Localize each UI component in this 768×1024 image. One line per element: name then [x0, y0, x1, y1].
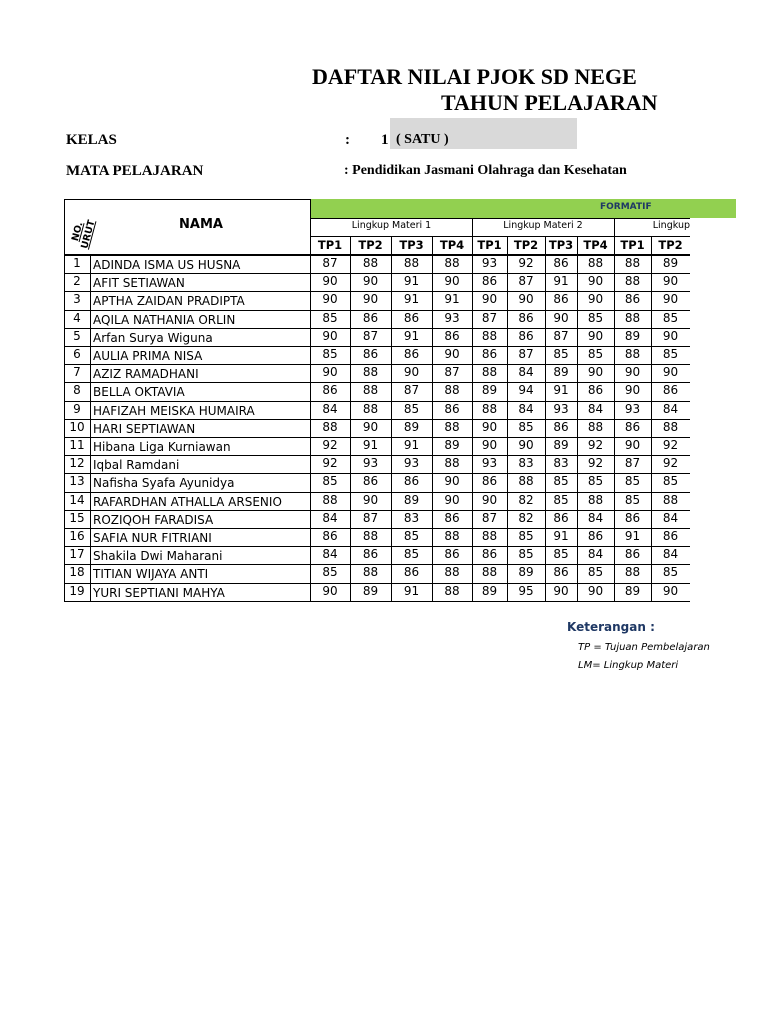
- score-cell: 87: [553, 329, 569, 343]
- score-cell: 87: [403, 383, 420, 397]
- score-cell: 91: [624, 529, 641, 543]
- score-cell: 87: [518, 347, 534, 361]
- score-cell: 91: [403, 274, 420, 288]
- score-cell: 88: [587, 256, 604, 270]
- score-cell: 83: [518, 456, 534, 470]
- score-cell: 83: [553, 456, 569, 470]
- score-cell: 91: [553, 383, 569, 397]
- tp-header-7: TP3: [548, 238, 574, 252]
- score-cell: 88: [518, 474, 534, 488]
- score-cell: 85: [322, 565, 338, 579]
- row-number: 5: [73, 329, 81, 343]
- score-cell: 90: [444, 474, 460, 488]
- student-name: Shakila Dwi Maharani: [93, 549, 223, 563]
- score-cell: 86: [362, 474, 379, 488]
- score-cell: 86: [624, 292, 641, 306]
- score-cell: 86: [553, 511, 569, 525]
- student-name: ADINDA ISMA US HUSNA: [93, 258, 241, 272]
- score-cell: 92: [662, 438, 679, 452]
- score-cell: 86: [403, 311, 420, 325]
- score-cell: 86: [403, 474, 420, 488]
- score-cell: 88: [587, 420, 604, 434]
- score-cell: 90: [553, 311, 569, 325]
- score-cell: 89: [481, 584, 498, 598]
- score-cell: 85: [553, 493, 569, 507]
- student-name: YURI SEPTIANI MAHYA: [93, 586, 225, 600]
- score-cell: 90: [322, 584, 338, 598]
- score-cell: 86: [362, 547, 379, 561]
- score-cell: 90: [322, 365, 338, 379]
- score-cell: 92: [322, 456, 338, 470]
- score-cell: 92: [662, 456, 679, 470]
- score-cell: 91: [553, 274, 569, 288]
- score-cell: 88: [322, 420, 338, 434]
- score-cell: 90: [662, 274, 679, 288]
- score-cell: 85: [403, 547, 420, 561]
- score-cell: 88: [444, 256, 460, 270]
- score-cell: 86: [624, 511, 641, 525]
- score-cell: 90: [662, 584, 679, 598]
- score-cell: 90: [362, 274, 379, 288]
- score-cell: 85: [662, 565, 679, 579]
- student-name: ROZIQOH FARADISA: [93, 513, 214, 527]
- score-cell: 85: [624, 474, 641, 488]
- score-cell: 85: [518, 420, 534, 434]
- row-number: 4: [73, 311, 81, 325]
- tp-header-6: TP2: [513, 238, 539, 252]
- no-urut-label: NO. URUT: [69, 218, 98, 250]
- student-name: RAFARDHAN ATHALLA ARSENIO: [93, 495, 282, 509]
- score-cell: 86: [518, 311, 534, 325]
- score-cell: 87: [481, 311, 498, 325]
- score-cell: 89: [662, 256, 679, 270]
- student-name: Iqbal Ramdani: [93, 458, 180, 472]
- tp-header-3: TP3: [399, 238, 424, 252]
- kelas-colon: :: [345, 132, 350, 148]
- score-cell: 88: [624, 347, 641, 361]
- score-cell: 88: [362, 365, 379, 379]
- score-cell: 89: [553, 438, 569, 452]
- score-cell: 83: [403, 511, 420, 525]
- score-cell: 90: [624, 438, 641, 452]
- score-cell: 90: [624, 365, 641, 379]
- score-cell: 88: [662, 493, 679, 507]
- score-cell: 91: [403, 584, 420, 598]
- student-name: AQILA NATHANIA ORLIN: [93, 313, 236, 327]
- score-cell: 88: [362, 383, 379, 397]
- score-cell: 86: [662, 529, 679, 543]
- score-cell: 88: [362, 529, 379, 543]
- score-cell: 88: [362, 402, 379, 416]
- student-name: HAFIZAH MEISKA HUMAIRA: [93, 404, 255, 418]
- score-cell: 90: [587, 584, 604, 598]
- row-number: 14: [69, 493, 85, 507]
- row-number: 2: [73, 274, 81, 288]
- score-cell: 93: [403, 456, 420, 470]
- score-cell: 88: [444, 420, 460, 434]
- score-cell: 90: [444, 493, 460, 507]
- score-cell: 86: [481, 347, 498, 361]
- score-cell: 88: [444, 529, 460, 543]
- score-cell: 91: [553, 529, 569, 543]
- score-cell: 84: [587, 511, 604, 525]
- score-cell: 88: [624, 565, 641, 579]
- score-cell: 88: [662, 420, 679, 434]
- score-cell: 88: [444, 565, 460, 579]
- score-cell: 84: [662, 511, 679, 525]
- score-cell: 86: [362, 347, 379, 361]
- score-cell: 86: [322, 529, 338, 543]
- score-cell: 84: [322, 402, 338, 416]
- score-cell: 87: [322, 256, 338, 270]
- row-number: 3: [73, 292, 81, 306]
- score-cell: 85: [403, 529, 420, 543]
- score-cell: 88: [444, 456, 460, 470]
- score-cell: 90: [362, 493, 379, 507]
- score-cell: 84: [662, 402, 679, 416]
- row-number: 8: [73, 383, 81, 397]
- mapel-value: : Pendidikan Jasmani Olahraga dan Kesehatan: [344, 163, 627, 178]
- score-cell: 88: [587, 493, 604, 507]
- score-cell: 92: [518, 256, 534, 270]
- score-cell: 85: [518, 547, 534, 561]
- score-cell: 90: [362, 292, 379, 306]
- keterangan-tp: TP = Tujuan Pembelajaran: [578, 642, 710, 653]
- score-cell: 84: [518, 365, 534, 379]
- score-cell: 88: [481, 402, 498, 416]
- score-cell: 85: [322, 347, 338, 361]
- score-cell: 85: [322, 474, 338, 488]
- score-cell: 84: [587, 547, 604, 561]
- score-cell: 84: [587, 402, 604, 416]
- score-cell: 87: [481, 511, 498, 525]
- score-cell: 90: [322, 329, 338, 343]
- kelas-value: 1: [381, 132, 389, 148]
- student-name: AZIZ RAMADHANI: [93, 367, 199, 381]
- score-cell: 90: [481, 438, 498, 452]
- keterangan-lm: LM= Lingkup Materi: [578, 660, 679, 671]
- score-cell: 90: [553, 584, 569, 598]
- score-cell: 85: [553, 547, 569, 561]
- student-name: Hibana Liga Kurniawan: [93, 440, 231, 454]
- document-subtitle: TAHUN PELAJARAN: [441, 90, 658, 115]
- score-cell: 94: [518, 383, 534, 397]
- score-cell: 89: [624, 584, 641, 598]
- score-cell: 84: [662, 547, 679, 561]
- tp-header-4: TP4: [439, 238, 465, 252]
- score-cell: 89: [624, 329, 641, 343]
- mapel-label: MATA PELAJARAN: [66, 163, 204, 179]
- score-cell: 93: [481, 456, 498, 470]
- lm-top-line: [311, 218, 690, 219]
- score-cell: 86: [587, 383, 604, 397]
- score-cell: 82: [518, 493, 534, 507]
- score-cell: 90: [518, 292, 534, 306]
- row-number: 16: [69, 529, 85, 543]
- score-cell: 90: [518, 438, 534, 452]
- score-cell: 90: [662, 365, 679, 379]
- row-number: 6: [73, 347, 81, 361]
- score-cell: 91: [403, 438, 420, 452]
- score-cell: 86: [481, 547, 498, 561]
- score-cell: 92: [322, 438, 338, 452]
- score-cell: 90: [322, 274, 338, 288]
- score-cell: 90: [322, 292, 338, 306]
- score-cell: 85: [553, 474, 569, 488]
- kelas-text: ( SATU ): [396, 132, 449, 147]
- score-cell: 85: [587, 474, 604, 488]
- score-cell: 86: [481, 274, 498, 288]
- score-cell: 90: [481, 420, 498, 434]
- score-cell: 88: [444, 383, 460, 397]
- tp-header-1: TP1: [317, 238, 343, 252]
- tp-header-5: TP1: [477, 238, 502, 252]
- score-cell: 87: [444, 365, 460, 379]
- score-cell: 86: [362, 311, 379, 325]
- score-cell: 93: [553, 402, 569, 416]
- score-cell: 85: [587, 347, 604, 361]
- score-cell: 88: [481, 365, 498, 379]
- score-cell: 86: [444, 402, 460, 416]
- score-cell: 90: [587, 329, 604, 343]
- score-cell: 90: [444, 274, 460, 288]
- score-cell: 86: [624, 420, 641, 434]
- row-number: 12: [69, 456, 85, 470]
- score-cell: 92: [587, 438, 604, 452]
- row-number: 18: [69, 565, 85, 579]
- student-name: BELLA OKTAVIA: [93, 385, 185, 399]
- table-top-line: [64, 199, 311, 200]
- score-cell: 90: [403, 365, 420, 379]
- score-cell: 84: [322, 511, 338, 525]
- score-cell: 91: [444, 292, 460, 306]
- score-cell: 85: [403, 402, 420, 416]
- score-cell: 88: [481, 565, 498, 579]
- student-name: Nafisha Syafa Ayunidya: [93, 476, 235, 490]
- score-cell: 93: [444, 311, 460, 325]
- score-cell: 88: [322, 493, 338, 507]
- score-cell: 87: [624, 456, 641, 470]
- score-cell: 85: [587, 565, 604, 579]
- score-cell: 86: [444, 547, 460, 561]
- lm1-header: Lingkup Materi 1: [351, 220, 432, 231]
- formatif-label: FORMATIF: [600, 202, 652, 212]
- score-cell: 87: [518, 274, 534, 288]
- keterangan-label: Keterangan :: [567, 620, 655, 634]
- score-cell: 87: [362, 329, 379, 343]
- score-cell: 86: [553, 420, 569, 434]
- score-cell: 86: [403, 565, 420, 579]
- score-cell: 91: [362, 438, 379, 452]
- formatif-bar: [311, 199, 736, 218]
- score-cell: 85: [322, 311, 338, 325]
- lm3-header: Lingkup: [652, 220, 690, 231]
- score-cell: 86: [518, 329, 534, 343]
- score-cell: 88: [403, 256, 420, 270]
- student-name: Arfan Surya Wiguna: [93, 331, 213, 345]
- score-cell: 89: [518, 565, 534, 579]
- score-cell: 90: [587, 292, 604, 306]
- score-cell: 86: [322, 383, 338, 397]
- score-cell: 85: [662, 474, 679, 488]
- score-cell: 88: [481, 529, 498, 543]
- score-cell: 86: [662, 383, 679, 397]
- score-cell: 90: [624, 383, 641, 397]
- score-cell: 93: [362, 456, 379, 470]
- tp-header-10: TP2: [658, 238, 683, 252]
- row-number: 17: [69, 547, 85, 561]
- student-name: SAFIA NUR FITRIANI: [93, 531, 212, 545]
- score-cell: 93: [624, 402, 641, 416]
- document-title: DAFTAR NILAI PJOK SD NEGE: [312, 64, 637, 89]
- score-cell: 85: [624, 493, 641, 507]
- score-cell: 88: [444, 584, 460, 598]
- row-number: 19: [69, 584, 85, 598]
- score-cell: 90: [481, 493, 498, 507]
- score-cell: 91: [403, 329, 420, 343]
- student-name: AULIA PRIMA NISA: [93, 349, 203, 363]
- score-cell: 93: [481, 256, 498, 270]
- score-cell: 95: [518, 584, 534, 598]
- score-cell: 85: [518, 529, 534, 543]
- no-col-line: [90, 254, 91, 601]
- score-cell: 86: [553, 292, 569, 306]
- score-cell: 90: [362, 420, 379, 434]
- score-cell: 86: [587, 529, 604, 543]
- student-name: HARI SEPTIAWAN: [93, 422, 196, 436]
- score-cell: 88: [362, 256, 379, 270]
- score-cell: 89: [481, 383, 498, 397]
- score-cell: 88: [624, 274, 641, 288]
- score-cell: 90: [481, 292, 498, 306]
- tp-header-8: TP4: [583, 238, 608, 252]
- row-number: 1: [73, 256, 81, 270]
- score-cell: 86: [403, 347, 420, 361]
- score-cell: 89: [403, 493, 420, 507]
- score-cell: 88: [624, 311, 641, 325]
- score-cell: 86: [444, 511, 460, 525]
- score-cell: 89: [553, 365, 569, 379]
- tp-header-9: TP1: [620, 238, 645, 252]
- score-cell: 86: [553, 256, 569, 270]
- score-cell: 88: [624, 256, 641, 270]
- row-number: 7: [73, 365, 81, 379]
- student-name: TITIAN WIJAYA ANTI: [93, 567, 209, 581]
- student-name: AFIT SETIAWAN: [93, 276, 185, 290]
- score-cell: 90: [662, 292, 679, 306]
- score-cell: 88: [362, 565, 379, 579]
- score-cell: 82: [518, 511, 534, 525]
- score-cell: 86: [444, 329, 460, 343]
- score-cell: 89: [444, 438, 460, 452]
- row-number: 13: [69, 474, 85, 488]
- score-cell: 86: [553, 565, 569, 579]
- score-cell: 92: [587, 456, 604, 470]
- score-cell: 85: [587, 311, 604, 325]
- row-number: 9: [73, 402, 81, 416]
- score-cell: 89: [362, 584, 379, 598]
- row-number: 11: [69, 438, 85, 452]
- score-cell: 90: [587, 365, 604, 379]
- score-cell: 87: [362, 511, 379, 525]
- row-number: 15: [69, 511, 85, 525]
- score-cell: 90: [444, 347, 460, 361]
- score-cell: 85: [662, 311, 679, 325]
- score-cell: 84: [322, 547, 338, 561]
- tp-header-2: TP2: [358, 238, 383, 252]
- score-cell: 84: [518, 402, 534, 416]
- score-cell: 90: [587, 274, 604, 288]
- score-cell: 89: [403, 420, 420, 434]
- score-cell: 91: [403, 292, 420, 306]
- tp-top-line: [311, 236, 690, 237]
- score-cell: 88: [481, 329, 498, 343]
- nama-header: NAMA: [179, 217, 223, 232]
- score-cell: 86: [624, 547, 641, 561]
- row-number: 10: [69, 420, 85, 434]
- score-cell: 85: [662, 347, 679, 361]
- score-cell: 85: [553, 347, 569, 361]
- score-cell: 90: [662, 329, 679, 343]
- lm2-header: Lingkup Materi 2: [503, 220, 583, 231]
- score-cell: 86: [481, 474, 498, 488]
- kelas-label: KELAS: [66, 132, 117, 148]
- student-name: APTHA ZAIDAN PRADIPTA: [93, 294, 245, 308]
